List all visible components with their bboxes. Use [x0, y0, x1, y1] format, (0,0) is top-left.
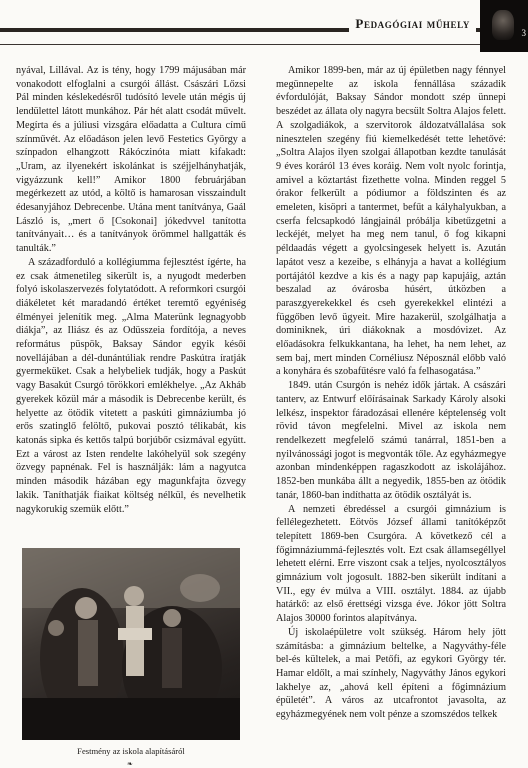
painting-illustration	[22, 548, 240, 740]
corner-photo-block	[480, 0, 528, 52]
left-column	[16, 64, 246, 516]
edge-number: 3	[521, 28, 526, 38]
painting-scene	[22, 548, 240, 740]
left-paragraph-2: A századforduló a kollégiumma fejlesztést ígérte, ha ez csak átmenetileg sikerült is, a nyugodt mederben folyó iskolaszervezés folytatódott. A reformkori csurgói diákéletet két maradandó értéket teremtő egyéniség élményei jelenítik meg. „Alma Materünk legnagyobb diákja”, az Iliász és az Odüsszeia fordítója, a neves református püspök, Baksay Sándor egyik késői novellájában a dél-dunántúliak rendre Paskútra íratják gyermeküket. Csak a helybeliek tudják, hogy a Paskút vagy Basakút Csurgó törökkori emlékhelye. „Az Akháb gyerekek közül már a második is Debrecenbe került, és helyette az ötödik vitetett a paskúti gimnáziumba jó erős szatinglő felöltő, pukovai posztó télikabát, kis katonás sipka és kettős talpú borjúbőr csizmával együtt. Ezt a várost az Isten rendelte lakóhelyül sok szegény özvegy papnénak. Fel is használják: lám a nagyutca minden második házában egy magunkfajta özvegy lakik. Taníthatják fiaikat költség nélkül, és nevelhetik nagykorukig szemük előtt.”	[16, 256, 246, 515]
header-rule	[0, 44, 486, 45]
portrait-thumbnail	[492, 10, 514, 40]
left-paragraph-1: nyával, Lillával. Az is tény, hogy 1799 májusában már vonakodott elfoglalni a csurgói állást. Császári Lőzsi Pál minden késlekedésről tudósító levele után mégis új lendülettel látott munkához. Pár hét alatt csodát művelt. Megírta és a júliusi vizsgára előadatta a Cultura című színművét. Az előadáson jelen levő Festetics György a színpadon elhangzott Rákóczinóta miatt kifakadt: „Uram, az ilyenekért iskolánkat is széjjelhányhatják, vigyázzunk kell!” Amikor 1800 februárjában megérkezett az utód, a költő is hamarosan visszaindult édesanyjához Debrecenbe. Utána ment tanítványa, Gaál László is, „mert ő [Csokonai] jókedvvel tanította tanítványait… és a tanítványok örömmel hallgatták és tanulták.”	[16, 65, 246, 255]
right-paragraph-4: Új iskolaépületre volt szükség. Három hely jött számításba: a gimnázium beltelke, a Nagyváthy-féle bel-és kültelek, a mai Petőfi, az egykori György tér. Hamar eldőlt, a mai színhely, Nagyváthy János egykori lakhelye az, „ahová kell építeni a főgimnázium épületét”. A város az utcafrontot javasolta, az egyházmegyének nem volt pénze a szomszédos telkek	[276, 626, 506, 721]
decorative-mark: ❧	[127, 760, 133, 768]
right-column	[276, 64, 506, 722]
right-paragraph-2: 1849. után Csurgón is nehéz idők jártak. A császári tanterv, az Entwurf előírásainak Sarkady Károly alsoki lelkész, inspektor fáradozásai ellenére képtelenség volt rövid távon megfelelni. Mivel az iskola nem rendelkezett megfelelő számú tanárral, 1851-ben a nyilvánossági jogot is megvonták tőle. Az egyházmegye azonban mindenképpen ragaszkodott az iskolájához. 1852-ben munkába állt a negyedik, 1855-ben az ötödik tanár, 1860-ban indíthatta az ötödik osztályát is.	[276, 380, 506, 501]
figure-caption: Festmény az iskola alapításáról	[77, 746, 185, 756]
right-paragraph-1: Amikor 1899-ben, már az új épületben nagy fénnyel megünnepelte az iskola fennállása századik évfordulóját, Baksay Sándor mondott szép ünnepi beszédet az állata oly nagyra becsült Soltra Alajos felett. A szolgadiákok, a szervitorok áldozatvállalása sok ninesztelen szegény fiú kiemelkedését tette lehetővé: „Soltra Alajos ilyen szolgai állapotban kezdte tanulását 9 éves koráról 13 éves koráig. Nem volt nyolc forintja, amivel a köztartást fizethette volna. Minden reggel 5 órakor felkerült a pódiumor a földszinten és az emeleten, kisöpri a tantermet, befűt a kályhalyukban, a cserfa felcsapkodó lángjainál próbálja kibetűzgetni a leckéjét, melyet ha meg nem tanul, ő fog kikapni példaadás végett a gyolcsingesek helyett is. Azután lapátot vesz a kezeibe, s elhányja a havat a kollégium portájától kezdve a kis és a nagy pap kapujáig, aztán beszalad az óvárosba húsért, útközben a paraszgyerekekkel és cseh gyerekekkel elintézi a függőben levő ügyeit. Mire hazakerül, szolgálhatja a dominiknek, úri diákoknak a mosdóvizet. Az előadásokra felkukkantana, ha lehet, ha nem lehet, az sem baj, mert minden Cornéliusz Néposznál előbb való a konyhára és szobafűtésre való fa felhasogatása.”	[276, 65, 506, 378]
running-head: Pedagógiai műhely	[349, 16, 476, 32]
right-paragraph-3: A nemzeti ébredéssel a csurgói gimnázium is fellélegezhetett. Eötvös József állami tanítóképzőt telepített 1869-ben Csurgóra. A következő cél a főgimnáziummá-fejlesztés volt. Ezt csak államsegéllyel lehetett elérni. Erre viszont csak a teljes, nyolcosztályos gimnázium volt jogosult. 1882-ben sikerült indítani a VII., egy év múlva a VIII. osztályt. 1884. az újabb határkő: az első érettségi vizsga éve. Jókor jött Soltra Alajos 30000 forintos alapítványa.	[276, 503, 506, 625]
